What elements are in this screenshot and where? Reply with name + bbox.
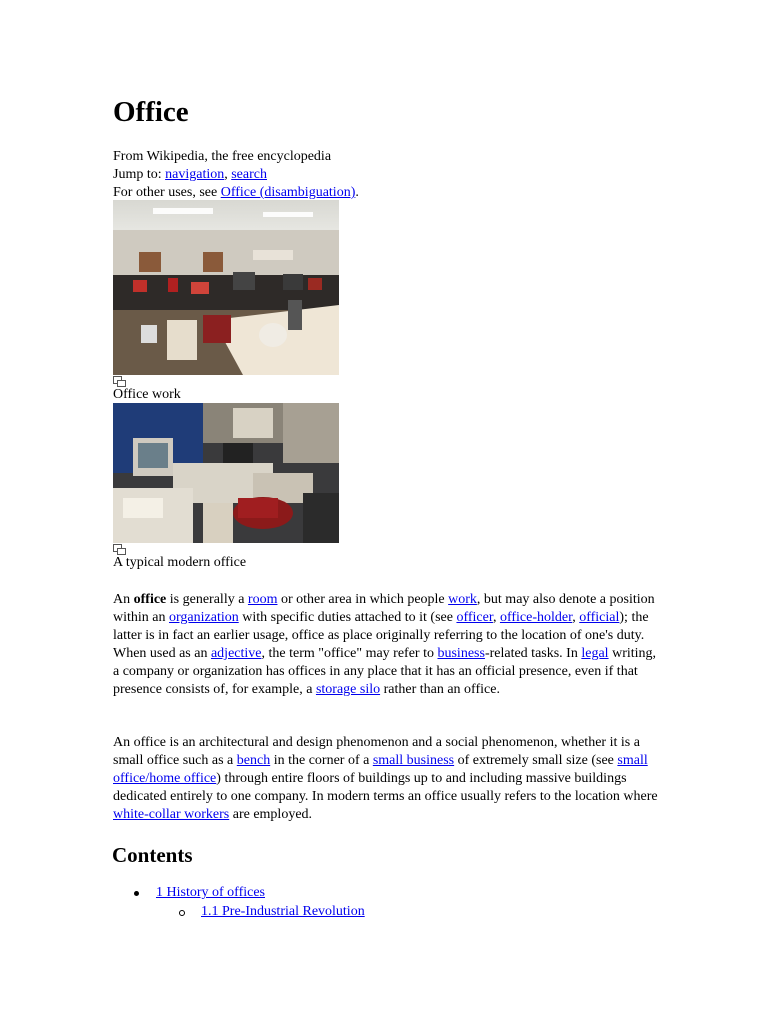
business-link[interactable]: business bbox=[437, 646, 485, 661]
figure-caption: Office work bbox=[113, 387, 181, 402]
jump-links bbox=[113, 166, 359, 184]
jump-prefix: Jump to: bbox=[113, 167, 166, 182]
official-link[interactable]: official bbox=[579, 610, 620, 625]
navigation-link[interactable]: navigation bbox=[165, 167, 225, 182]
text: of extremely small size (see bbox=[454, 753, 618, 768]
figure-modern-office bbox=[113, 403, 339, 572]
legal-link[interactable]: legal bbox=[581, 646, 609, 661]
magnify-icon[interactable] bbox=[113, 544, 125, 554]
text: An bbox=[113, 592, 134, 607]
text: , bbox=[492, 610, 500, 625]
soho-link[interactable]: small office/home office bbox=[113, 753, 648, 786]
text: -related tasks. In bbox=[484, 646, 582, 661]
disambiguation-link[interactable]: Office (disambiguation) bbox=[220, 185, 356, 200]
figure-caption: A typical modern office bbox=[113, 555, 247, 570]
article-meta bbox=[113, 148, 359, 202]
storage-silo-link[interactable]: storage silo bbox=[315, 682, 381, 697]
office-holder-link[interactable]: office-holder bbox=[499, 610, 573, 625]
modern-office-photo bbox=[113, 403, 339, 543]
figure-office-work bbox=[113, 200, 339, 404]
bullet-icon bbox=[134, 891, 139, 896]
text: or other area in which people bbox=[277, 592, 449, 607]
work-link[interactable]: work bbox=[448, 592, 477, 607]
site-tagline: From Wikipedia, the free encyclopedia bbox=[113, 149, 332, 164]
text: is generally a bbox=[166, 592, 248, 607]
text: in the corner of a bbox=[270, 753, 373, 768]
magnify-icon[interactable] bbox=[113, 376, 125, 386]
text: , but may also denote a position within an bbox=[113, 592, 655, 625]
bench-link[interactable]: bench bbox=[236, 753, 271, 768]
room-link[interactable]: room bbox=[247, 592, 278, 607]
modern-office-image[interactable] bbox=[113, 403, 339, 543]
intro-paragraph bbox=[113, 591, 658, 699]
search-link[interactable]: search bbox=[231, 167, 267, 182]
text: ) through entire floors of buildings up to and including massive buildings dedicated entirely to one company. In modern terms an office usually refers to the location where bbox=[113, 771, 658, 804]
jump-separator: , bbox=[224, 167, 232, 182]
adjective-link[interactable]: adjective bbox=[210, 646, 262, 661]
hatnote-suffix: . bbox=[355, 185, 359, 200]
small-business-link[interactable]: small business bbox=[372, 753, 455, 768]
text: are employed. bbox=[229, 807, 313, 822]
office-work-image[interactable] bbox=[113, 200, 339, 375]
toc-link-pre-industrial[interactable]: 1.1 Pre-Industrial Revolution bbox=[201, 904, 365, 919]
hatnote-prefix: For other uses, see bbox=[113, 185, 221, 200]
officer-link[interactable]: officer bbox=[456, 610, 493, 625]
text: , the term "office" may refer to bbox=[261, 646, 438, 661]
organization-link[interactable]: organization bbox=[169, 610, 239, 625]
text: with specific duties attached to it (see bbox=[238, 610, 457, 625]
second-paragraph bbox=[113, 734, 658, 824]
office-work-photo bbox=[113, 200, 339, 375]
text: An office is an architectural and design phenomenon and a social phenomenon, whether it is a small office such as a bbox=[113, 735, 640, 768]
text: ); the latter is in fact an earlier usage, office as place originally referring to the location of one's duty. When used as an bbox=[113, 610, 649, 661]
text: writing, a company or organization has offices in any place that it has an official presence, even if that presence consists of, for example, a bbox=[113, 646, 657, 697]
page-title: Office bbox=[113, 96, 189, 128]
contents-heading: Contents bbox=[112, 843, 193, 867]
toc-link-history[interactable]: 1 History of offices bbox=[156, 885, 265, 900]
white-collar-link[interactable]: white-collar workers bbox=[113, 807, 230, 822]
text: , bbox=[572, 610, 580, 625]
text: rather than an office. bbox=[380, 682, 500, 697]
circle-bullet-icon bbox=[179, 910, 185, 916]
bold-term: office bbox=[133, 592, 167, 607]
